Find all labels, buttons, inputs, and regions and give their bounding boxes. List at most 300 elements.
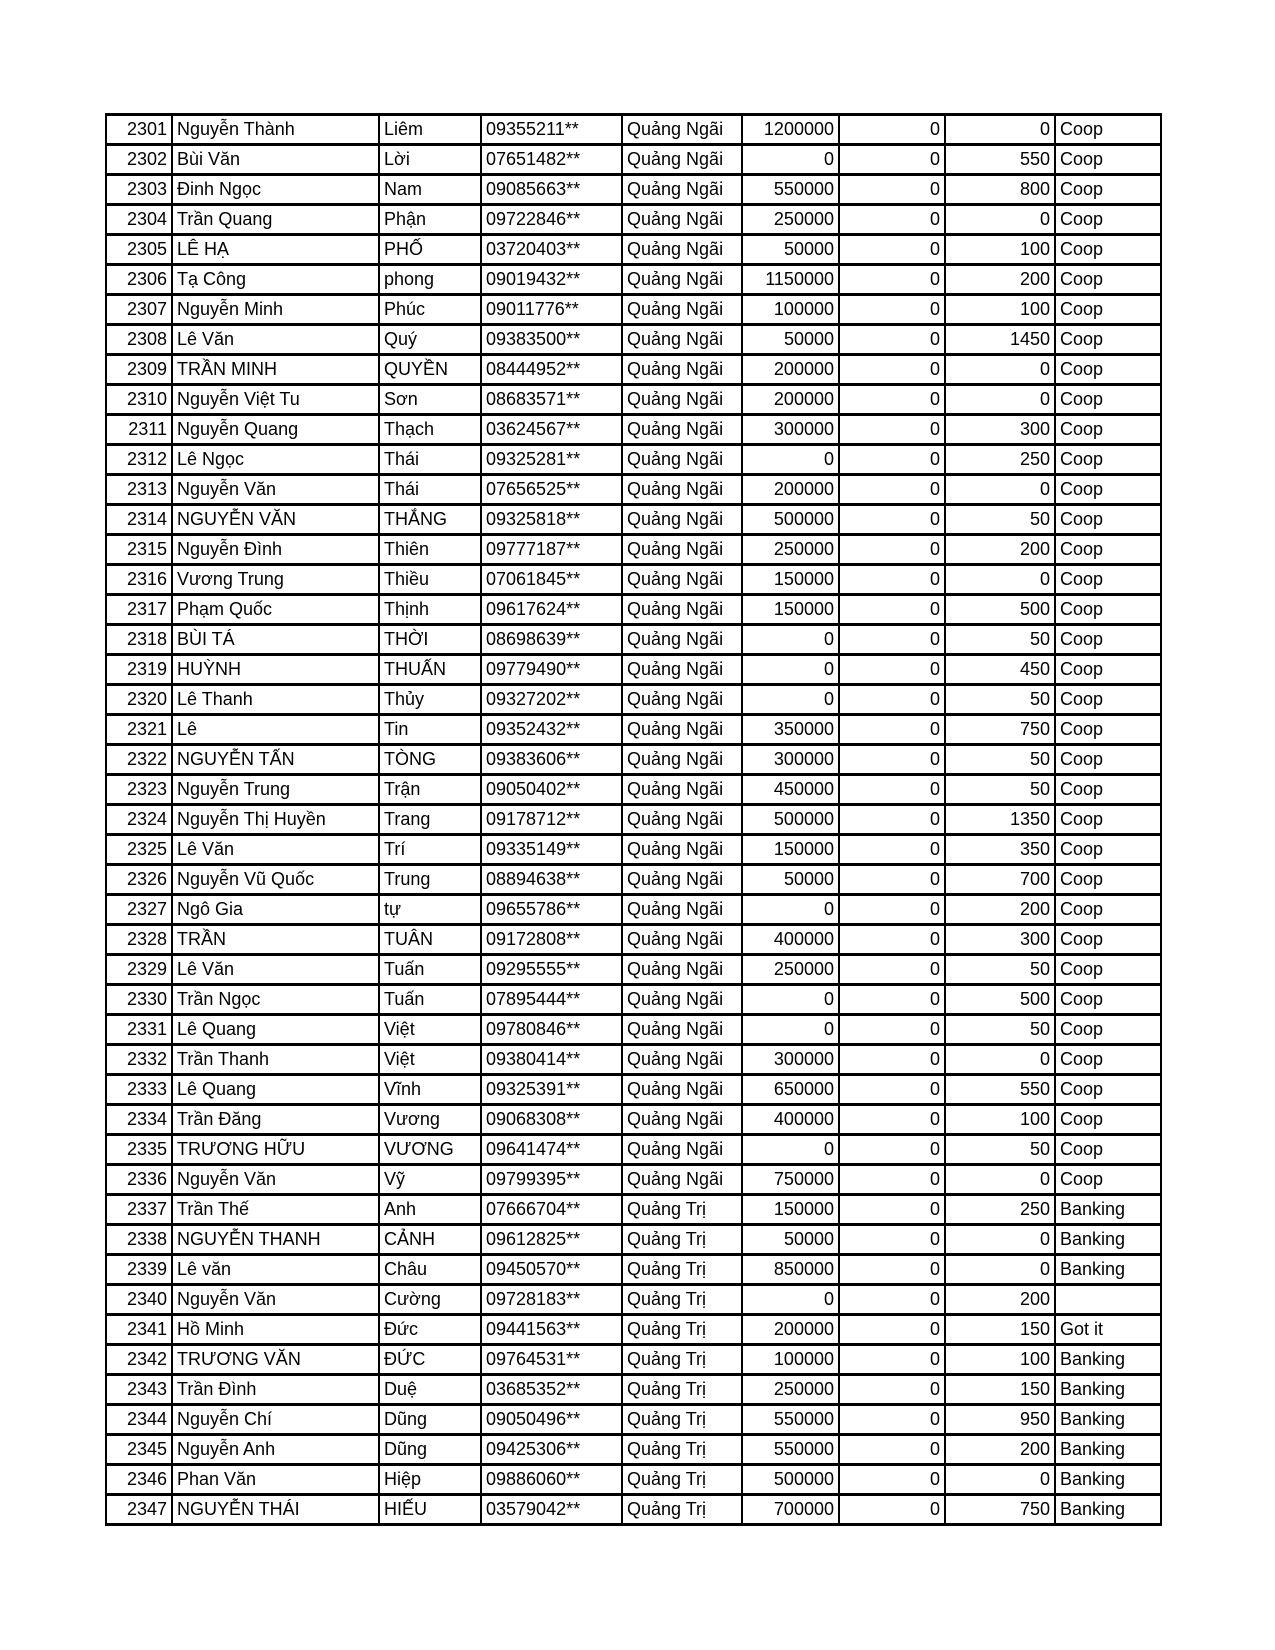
cell-payment-method: Got it [1055,1315,1161,1345]
cell-amount-3: 50 [945,745,1055,775]
cell-phone-masked: 07666704** [481,1195,622,1225]
cell-phone-masked: 09799395** [481,1165,622,1195]
cell-amount-3: 450 [945,655,1055,685]
cell-amount: 0 [742,145,839,175]
cell-phone-masked: 03624567** [481,415,622,445]
cell-province: Quảng Trị [622,1435,742,1465]
cell-last-name: Phận [379,205,481,235]
cell-row-id: 2327 [106,895,172,925]
cell-row-id: 2329 [106,955,172,985]
cell-province: Quảng Ngãi [622,115,742,145]
cell-amount-3: 250 [945,445,1055,475]
cell-row-id: 2335 [106,1135,172,1165]
cell-amount: 100000 [742,295,839,325]
cell-row-id: 2344 [106,1405,172,1435]
cell-first-middle-name: Nguyễn Việt Tu [172,385,379,415]
cell-last-name: Vương [379,1105,481,1135]
cell-amount-3: 0 [945,205,1055,235]
cell-payment-method: Banking [1055,1435,1161,1465]
cell-province: Quảng Ngãi [622,295,742,325]
cell-province: Quảng Ngãi [622,355,742,385]
cell-last-name: Thạch [379,415,481,445]
cell-amount: 0 [742,655,839,685]
cell-amount: 300000 [742,745,839,775]
cell-last-name: Trang [379,805,481,835]
cell-amount-3: 500 [945,985,1055,1015]
cell-amount: 300000 [742,415,839,445]
cell-amount: 750000 [742,1165,839,1195]
table-row [106,925,1161,955]
cell-amount-2: 0 [839,775,945,805]
cell-payment-method: Coop [1055,985,1161,1015]
cell-first-middle-name: Ngô Gia [172,895,379,925]
cell-province: Quảng Ngãi [622,865,742,895]
cell-row-id: 2315 [106,535,172,565]
cell-amount-2: 0 [839,625,945,655]
cell-row-id: 2318 [106,625,172,655]
cell-row-id: 2340 [106,1285,172,1315]
cell-phone-masked: 09172808** [481,925,622,955]
cell-payment-method: Coop [1055,745,1161,775]
cell-payment-method: Coop [1055,355,1161,385]
cell-row-id: 2326 [106,865,172,895]
cell-row-id: 2301 [106,115,172,145]
cell-province: Quảng Ngãi [622,805,742,835]
cell-phone-masked: 09383606** [481,745,622,775]
cell-row-id: 2306 [106,265,172,295]
cell-amount: 200000 [742,385,839,415]
cell-province: Quảng Ngãi [622,985,742,1015]
cell-amount: 250000 [742,535,839,565]
cell-payment-method: Coop [1055,1045,1161,1075]
cell-amount-3: 150 [945,1375,1055,1405]
cell-amount: 100000 [742,1345,839,1375]
cell-amount-3: 200 [945,265,1055,295]
cell-amount-2: 0 [839,655,945,685]
cell-row-id: 2304 [106,205,172,235]
cell-payment-method: Coop [1055,145,1161,175]
cell-last-name: Thái [379,445,481,475]
table-row [106,865,1161,895]
cell-amount-2: 0 [839,1225,945,1255]
cell-province: Quảng Ngãi [622,895,742,925]
cell-row-id: 2332 [106,1045,172,1075]
cell-row-id: 2346 [106,1465,172,1495]
cell-amount-2: 0 [839,1105,945,1135]
cell-payment-method: Banking [1055,1195,1161,1225]
cell-payment-method: Coop [1055,205,1161,235]
table-row [106,1375,1161,1405]
cell-amount-2: 0 [839,115,945,145]
table-row [106,415,1161,445]
cell-payment-method: Coop [1055,445,1161,475]
table-body [106,115,1161,1525]
cell-amount-3: 50 [945,685,1055,715]
table-row [106,1075,1161,1105]
cell-amount-3: 200 [945,895,1055,925]
cell-phone-masked: 09327202** [481,685,622,715]
cell-amount-2: 0 [839,265,945,295]
cell-payment-method: Coop [1055,835,1161,865]
cell-last-name: THẮNG [379,505,481,535]
cell-phone-masked: 09352432** [481,715,622,745]
cell-row-id: 2330 [106,985,172,1015]
cell-amount-3: 50 [945,505,1055,535]
cell-amount-2: 0 [839,475,945,505]
cell-first-middle-name: Tạ Công [172,265,379,295]
cell-amount: 200000 [742,355,839,385]
cell-province: Quảng Ngãi [622,715,742,745]
cell-first-middle-name: Lê Văn [172,325,379,355]
cell-first-middle-name: Lê [172,715,379,745]
cell-amount-2: 0 [839,1165,945,1195]
cell-amount-3: 550 [945,1075,1055,1105]
cell-amount-3: 50 [945,1135,1055,1165]
cell-last-name: Sơn [379,385,481,415]
cell-last-name: Tuấn [379,955,481,985]
cell-amount: 300000 [742,1045,839,1075]
cell-province: Quảng Trị [622,1225,742,1255]
cell-amount-3: 100 [945,1105,1055,1135]
cell-row-id: 2323 [106,775,172,805]
cell-payment-method: Coop [1055,655,1161,685]
table-row [106,175,1161,205]
cell-province: Quảng Trị [622,1495,742,1525]
cell-row-id: 2307 [106,295,172,325]
cell-phone-masked: 09019432** [481,265,622,295]
cell-amount-2: 0 [839,1495,945,1525]
cell-amount-3: 350 [945,835,1055,865]
cell-first-middle-name: NGUYỄN VĂN [172,505,379,535]
cell-province: Quảng Ngãi [622,235,742,265]
cell-phone-masked: 09325818** [481,505,622,535]
cell-first-middle-name: Trần Đình [172,1375,379,1405]
table-row [106,235,1161,265]
cell-row-id: 2305 [106,235,172,265]
cell-amount: 150000 [742,595,839,625]
cell-first-middle-name: Nguyễn Minh [172,295,379,325]
cell-phone-masked: 09050496** [481,1405,622,1435]
cell-row-id: 2331 [106,1015,172,1045]
table-row [106,745,1161,775]
cell-phone-masked: 09325391** [481,1075,622,1105]
cell-last-name: Đức [379,1315,481,1345]
cell-row-id: 2303 [106,175,172,205]
table-row [106,1165,1161,1195]
table-row [106,805,1161,835]
cell-amount-3: 50 [945,1015,1055,1045]
cell-province: Quảng Ngãi [622,835,742,865]
cell-province: Quảng Trị [622,1405,742,1435]
cell-last-name: Nam [379,175,481,205]
cell-first-middle-name: TRẦN [172,925,379,955]
cell-province: Quảng Ngãi [622,925,742,955]
cell-phone-masked: 09178712** [481,805,622,835]
cell-amount-2: 0 [839,1315,945,1345]
cell-last-name: Thủy [379,685,481,715]
cell-phone-masked: 03720403** [481,235,622,265]
cell-payment-method: Banking [1055,1345,1161,1375]
cell-first-middle-name: Đinh Ngọc [172,175,379,205]
cell-amount-2: 0 [839,595,945,625]
cell-row-id: 2325 [106,835,172,865]
cell-amount-2: 0 [839,1075,945,1105]
cell-province: Quảng Ngãi [622,775,742,805]
table-row [106,655,1161,685]
table-row [106,955,1161,985]
cell-last-name: Thịnh [379,595,481,625]
cell-phone-masked: 08444952** [481,355,622,385]
cell-last-name: QUYỀN [379,355,481,385]
cell-amount-2: 0 [839,1405,945,1435]
cell-amount-2: 0 [839,295,945,325]
table-row [106,775,1161,805]
cell-payment-method: Banking [1055,1405,1161,1435]
cell-amount-3: 0 [945,1465,1055,1495]
cell-amount: 250000 [742,205,839,235]
cell-last-name: Tuấn [379,985,481,1015]
cell-amount-2: 0 [839,805,945,835]
cell-row-id: 2308 [106,325,172,355]
cell-province: Quảng Trị [622,1375,742,1405]
cell-phone-masked: 09780846** [481,1015,622,1045]
table-row [106,1195,1161,1225]
cell-amount: 1150000 [742,265,839,295]
cell-last-name: Duệ [379,1375,481,1405]
cell-phone-masked: 08894638** [481,865,622,895]
cell-amount-3: 50 [945,625,1055,655]
cell-row-id: 2310 [106,385,172,415]
cell-amount-2: 0 [839,1345,945,1375]
table-row [106,1435,1161,1465]
table-row [106,1345,1161,1375]
cell-row-id: 2302 [106,145,172,175]
cell-payment-method: Coop [1055,955,1161,985]
cell-phone-masked: 07061845** [481,565,622,595]
table-row [106,565,1161,595]
cell-amount-2: 0 [839,235,945,265]
cell-first-middle-name: Trần Quang [172,205,379,235]
cell-amount-3: 200 [945,1435,1055,1465]
cell-amount: 50000 [742,325,839,355]
cell-phone-masked: 09450570** [481,1255,622,1285]
cell-phone-masked: 09325281** [481,445,622,475]
cell-row-id: 2321 [106,715,172,745]
cell-first-middle-name: Nguyễn Chí [172,1405,379,1435]
cell-payment-method: Coop [1055,775,1161,805]
table-row [106,685,1161,715]
table-row [106,1465,1161,1495]
cell-last-name: VƯƠNG [379,1135,481,1165]
cell-province: Quảng Ngãi [622,955,742,985]
cell-first-middle-name: Lê Quang [172,1075,379,1105]
table-row [106,1105,1161,1135]
table-row [106,475,1161,505]
cell-payment-method: Coop [1055,505,1161,535]
cell-amount-3: 500 [945,595,1055,625]
cell-first-middle-name: Trần Ngọc [172,985,379,1015]
cell-payment-method: Banking [1055,1225,1161,1255]
cell-amount-3: 0 [945,355,1055,385]
cell-last-name: TÒNG [379,745,481,775]
cell-row-id: 2328 [106,925,172,955]
cell-last-name: Vĩnh [379,1075,481,1105]
cell-amount: 700000 [742,1495,839,1525]
cell-amount-2: 0 [839,925,945,955]
cell-first-middle-name: BÙI TÁ [172,625,379,655]
cell-phone-masked: 09355211** [481,115,622,145]
table-row [106,835,1161,865]
cell-province: Quảng Trị [622,1345,742,1375]
cell-amount: 150000 [742,835,839,865]
cell-province: Quảng Ngãi [622,1135,742,1165]
cell-amount-2: 0 [839,415,945,445]
cell-first-middle-name: Vương Trung [172,565,379,595]
cell-province: Quảng Ngãi [622,535,742,565]
cell-first-middle-name: TRẦN MINH [172,355,379,385]
cell-payment-method: Coop [1055,685,1161,715]
cell-payment-method: Coop [1055,235,1161,265]
cell-first-middle-name: Nguyễn Đình [172,535,379,565]
cell-last-name: Tin [379,715,481,745]
table-row [106,1045,1161,1075]
cell-amount-2: 0 [839,1045,945,1075]
cell-amount-2: 0 [839,1465,945,1495]
cell-amount-3: 150 [945,1315,1055,1345]
cell-row-id: 2319 [106,655,172,685]
table-row [106,1015,1161,1045]
cell-first-middle-name: Lê Thanh [172,685,379,715]
table-row [106,1315,1161,1345]
cell-amount-2: 0 [839,1375,945,1405]
cell-amount: 400000 [742,1105,839,1135]
table-row [106,1225,1161,1255]
cell-amount-2: 0 [839,715,945,745]
cell-first-middle-name: Phạm Quốc [172,595,379,625]
cell-amount-2: 0 [839,745,945,775]
cell-province: Quảng Ngãi [622,1165,742,1195]
cell-first-middle-name: Nguyễn Thành [172,115,379,145]
cell-payment-method: Coop [1055,625,1161,655]
table-row [106,205,1161,235]
cell-payment-method: Coop [1055,1135,1161,1165]
cell-phone-masked: 09335149** [481,835,622,865]
cell-amount: 400000 [742,925,839,955]
cell-amount-2: 0 [839,685,945,715]
cell-phone-masked: 08683571** [481,385,622,415]
cell-province: Quảng Ngãi [622,625,742,655]
cell-last-name: THỜI [379,625,481,655]
table-row [106,1135,1161,1165]
cell-last-name: Dũng [379,1435,481,1465]
cell-amount-3: 200 [945,535,1055,565]
cell-amount-2: 0 [839,985,945,1015]
cell-amount: 450000 [742,775,839,805]
cell-province: Quảng Ngãi [622,1045,742,1075]
table-row [106,145,1161,175]
cell-phone-masked: 03579042** [481,1495,622,1525]
cell-amount-2: 0 [839,895,945,925]
cell-payment-method: Coop [1055,175,1161,205]
cell-first-middle-name: NGUYỄN THÁI [172,1495,379,1525]
cell-row-id: 2337 [106,1195,172,1225]
cell-province: Quảng Ngãi [622,565,742,595]
cell-amount-3: 250 [945,1195,1055,1225]
cell-province: Quảng Trị [622,1315,742,1345]
cell-province: Quảng Ngãi [622,265,742,295]
cell-amount-2: 0 [839,445,945,475]
table-row [106,1405,1161,1435]
cell-amount-3: 550 [945,145,1055,175]
cell-last-name: Dũng [379,1405,481,1435]
cell-amount: 150000 [742,1195,839,1225]
cell-phone-masked: 09777187** [481,535,622,565]
cell-amount-3: 0 [945,475,1055,505]
cell-province: Quảng Ngãi [622,685,742,715]
cell-last-name: ĐỨC [379,1345,481,1375]
cell-phone-masked: 09641474** [481,1135,622,1165]
cell-province: Quảng Ngãi [622,1105,742,1135]
cell-amount: 0 [742,685,839,715]
cell-amount-2: 0 [839,175,945,205]
cell-phone-masked: 09380414** [481,1045,622,1075]
cell-amount-3: 700 [945,865,1055,895]
cell-phone-masked: 09886060** [481,1465,622,1495]
cell-amount-3: 0 [945,1255,1055,1285]
cell-amount: 0 [742,445,839,475]
cell-row-id: 2314 [106,505,172,535]
cell-row-id: 2336 [106,1165,172,1195]
cell-phone-masked: 09722846** [481,205,622,235]
cell-province: Quảng Ngãi [622,745,742,775]
cell-last-name: Châu [379,1255,481,1285]
cell-row-id: 2316 [106,565,172,595]
cell-first-middle-name: Hồ Minh [172,1315,379,1345]
cell-amount-2: 0 [839,1285,945,1315]
cell-last-name: Hiệp [379,1465,481,1495]
cell-first-middle-name: Trần Thế [172,1195,379,1225]
cell-amount: 200000 [742,1315,839,1345]
cell-amount-3: 0 [945,1045,1055,1075]
cell-amount: 250000 [742,955,839,985]
cell-amount: 50000 [742,1225,839,1255]
cell-first-middle-name: TRƯƠNG VĂN [172,1345,379,1375]
cell-phone-masked: 09612825** [481,1225,622,1255]
cell-first-middle-name: Nguyễn Vũ Quốc [172,865,379,895]
table-row [106,295,1161,325]
cell-amount-2: 0 [839,145,945,175]
cell-phone-masked: 09728183** [481,1285,622,1315]
cell-amount: 350000 [742,715,839,745]
cell-last-name: Thái [379,475,481,505]
table-row [106,985,1161,1015]
table-row [106,385,1161,415]
cell-phone-masked: 09011776** [481,295,622,325]
cell-amount: 0 [742,1285,839,1315]
cell-phone-masked: 09441563** [481,1315,622,1345]
cell-last-name: Anh [379,1195,481,1225]
cell-amount-3: 0 [945,115,1055,145]
cell-first-middle-name: Nguyễn Trung [172,775,379,805]
cell-row-id: 2339 [106,1255,172,1285]
cell-first-middle-name: HUỲNH [172,655,379,685]
cell-phone-masked: 08698639** [481,625,622,655]
table-row [106,595,1161,625]
cell-amount-3: 100 [945,1345,1055,1375]
cell-row-id: 2334 [106,1105,172,1135]
cell-province: Quảng Ngãi [622,385,742,415]
cell-amount-3: 0 [945,385,1055,415]
